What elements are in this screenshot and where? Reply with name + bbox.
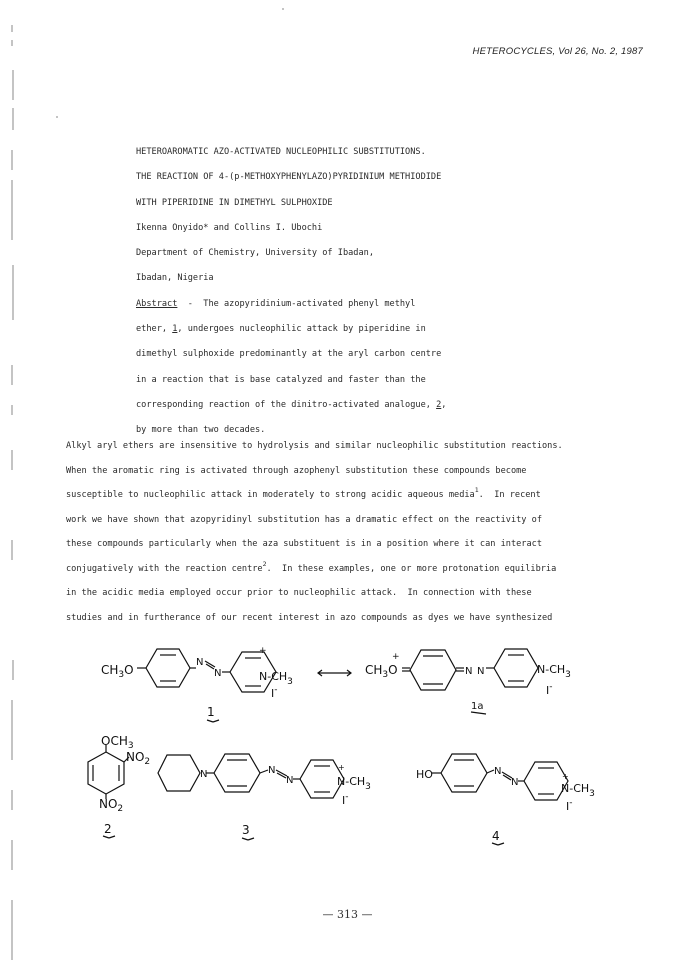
title-line-1: HETEROAROMATIC AZO-ACTIVATED NUCLEOPHILIC SUBSTITUTIONS. [136,147,426,157]
affiliation-line-1: Department of Chemistry, University of Ibadan, [136,248,374,259]
s2-no2-label: $NO_2$ [126,750,151,767]
s1-azo-n2: N [214,668,222,679]
s1-plus: + [259,646,267,656]
structure-3 [200,763,371,837]
s2-och3-label: $OCH_3$ [101,734,134,751]
s4-azo-n1: N [494,766,502,777]
s3-piperidine-n: N [200,769,208,780]
s4-pyridinium-n: $N-CH_3$ [561,782,595,799]
s4-plus: + [562,772,569,781]
s1-ch3o-label: $CH_3O$ [101,663,134,680]
structure-1a-graphic [402,649,538,714]
body-line-6: conjugatively with the reaction centre$^2$. In these examples, one or more protonation equilibria [66,559,557,574]
s4-ho-label: HO [416,768,433,781]
structure-1 [101,646,293,719]
s4-iodide: I- [566,798,573,813]
s1-iodide: I- [271,685,278,700]
s1a-ch3o-label: $CH_3O$ [365,663,398,680]
s1a-compound-label: 1a [471,701,484,712]
structure-1-graphic [137,649,351,722]
structure-4 [416,766,595,843]
abstract-line-4: in a reaction that is base catalyzed and faster than the [136,374,426,385]
page-number: — 313 — [322,908,373,921]
s4-azo-n2: N [511,777,519,788]
authors: Ikenna Onyido* and Collins I. Ubochi [136,222,323,233]
s1-azo-n1: N [196,657,204,668]
abstract-line-5: corresponding reaction of the dinitro-activated analogue, 2, [136,399,447,410]
citation-2: 2 [262,559,267,568]
s1-pyridinium-n: $N-CH_3$ [259,670,293,687]
s3-compound-label: 3 [242,823,250,837]
s3-pyridinium-n: $N-CH_3$ [337,775,371,792]
abstract-label: Abstract [136,298,178,309]
s4-compound-label: 4 [492,829,500,843]
title-line-2: THE REACTION OF 4-(p-METHOXYPHENYLAZO)PYRIDINIUM METHIODIDE [136,172,442,183]
abstract-line-2: ether, 1, undergoes nucleophilic attack by piperidine in [136,324,426,335]
affiliation-line-2: Ibadan, Nigeria [136,273,214,284]
compound-ref-1: 1 [172,324,178,335]
abstract-line-1: Abstract - The azopyridinium-activated phenyl methyl [136,298,416,309]
structure-1a [365,652,571,712]
citation-1: 1 [474,486,479,494]
s1a-iodide: I- [546,682,553,697]
body-line-5: these compounds particularly when the aza substituent is in a position where it can interact [66,539,542,549]
s1a-pyridine-n: $N-CH_3$ [537,663,571,680]
body-line-3: susceptible to nucleophilic attack in moderately to strong acidic aqueous media$^1$. In recent [66,486,541,500]
s1a-n2: N [477,666,485,677]
s1-compound-label: 1 [207,705,215,719]
s2-no2-para-label: $NO_2$ [99,797,124,814]
body-line-1: Alkyl aryl ethers are insensitive to hydrolysis and similar nucleophilic substitution reactions. [66,441,563,451]
s3-iodide: I- [342,792,349,807]
s2-compound-label: 2 [104,822,112,836]
s3-azo-n2: N [286,775,294,786]
s1a-oxonium-plus: + [392,652,400,662]
structure-3-graphic [158,754,344,840]
body-line-7: in the acidic media employed occur prior to nucleophilic attack. In connection with these [66,588,532,598]
body-line-8: studies and in furtherance of our recent interest in azo compounds as dyes we have synthesized [66,612,553,623]
s1a-n1: N [465,666,473,677]
body-line-4: work we have shown that azopyridinyl substitution has a dramatic effect on the reactivity of [66,514,542,525]
journal-header: HETEROCYCLES, Vol 26, No. 2, 1987 [472,46,643,57]
structure-2 [99,734,150,836]
s3-azo-n1: N [268,765,276,776]
compound-ref-2: 2 [436,399,442,410]
abstract-line-6: by more than two decades. [136,425,266,436]
title-line-3: WITH PIPERIDINE IN DIMETHYL SULPHOXIDE [136,197,333,208]
abstract-line-3: dimethyl sulphoxide predominantly at the aryl carbon centre [136,349,442,360]
body-line-2: When the aromatic ring is activated through azophenyl substitution these compounds become [66,465,527,476]
s3-plus: + [338,763,345,772]
